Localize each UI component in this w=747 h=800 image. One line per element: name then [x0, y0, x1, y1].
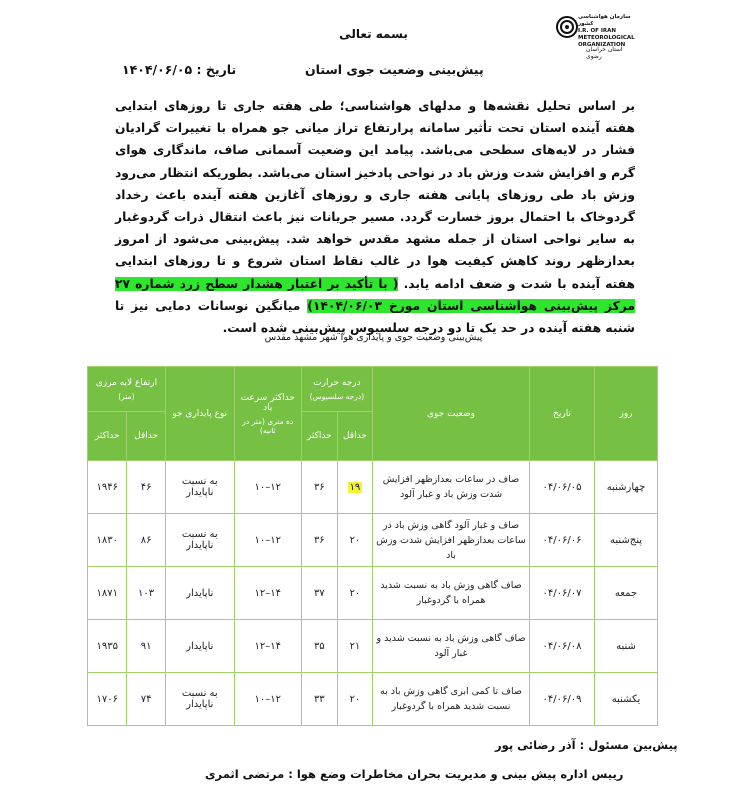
cell-day: پنج‌شنبه	[595, 514, 658, 567]
cell-temp-min	[337, 461, 372, 514]
header-day: روز	[595, 367, 658, 461]
date-value: ۱۴۰۴/۰۶/۰۵	[122, 62, 193, 77]
cell-wind: ۱۲–۱۰	[234, 461, 301, 514]
cell-date: ۰۴/۰۶/۰۵	[530, 461, 595, 514]
forecaster-signature: پیش‌بین مسئول : آذر رضائی پور	[495, 738, 678, 752]
table-row	[88, 461, 658, 514]
table-row	[88, 514, 658, 567]
cell-date: ۰۴/۰۶/۰۶	[530, 514, 595, 567]
table-row	[88, 673, 658, 726]
cell-boundary-min: ۸۶	[127, 514, 165, 567]
cell-condition: صاف و غبار آلود گاهی وزش باد در ساعات بعدازظهر افزایش شدت وزش باد	[373, 514, 530, 567]
cell-boundary-max: ۱۸۳۰	[88, 514, 127, 567]
document-title: پیش‌بینی وضعیت جوی استان	[305, 62, 484, 77]
logo-subtitle: استان خراسان رضوی	[586, 46, 623, 60]
cell-boundary-min: ۴۶	[127, 461, 165, 514]
header-condition: وضعیت جوی	[373, 367, 530, 461]
cell-wind: ۱۴–۱۲	[234, 620, 301, 673]
cell-temp-min: ۲۱	[337, 620, 372, 673]
paragraph-part-2: میانگین نوسانات دمایی نیز تا شنبه هفته آینده در حد یک تا دو درجه سلسیوس پیش‌بینی شده است.	[115, 298, 635, 336]
cell-temp-min: ۲۰	[337, 673, 372, 726]
cell-temp-max: ۳۶	[301, 514, 337, 567]
header-boundary-max: حداکثر	[88, 412, 127, 461]
cell-wind: ۱۲–۱۰	[234, 673, 301, 726]
header-stability: نوع پایداری جو	[165, 367, 234, 461]
cell-wind: ۱۴–۱۲	[234, 567, 301, 620]
cell-day: جمعه	[595, 567, 658, 620]
basmala-heading: بسمه تعالی	[339, 27, 408, 41]
cell-day: یکشنبه	[595, 673, 658, 726]
paragraph-part-1: بر اساس تحلیل نقشه‌ها و مدلهای هواشناسی؛ طی هفته جاری تا روزهای ابتدایی هفته آینده استان تحت تأثیر سامانه پرارتفاع تراز میانی جو همراه با تغییرات گرادیان فشار در لایه‌های سطحی می‌باشد. پیامد این وضعیت آسمانی صاف، ماندگاری هوای گرم و افزایش شدت وزش باد در نواحی پادخیز استان می‌باشد. بطوریکه انتظار می‌رود وزش باد طی روزهای پایانی هفته جاری و روزهای آغازین هفته آینده باعث رخداد گردوخاک با احتمال بروز خسارت گردد. مسیر جریانات نیز باعث انتقال ذرات گردوغبار به سایر نواحی استان از جمله مشهد مقدس خواهد شد. پیش‌بینی می‌شود از امروز بعدازظهر روند کاهش کیفیت هوا در غالب نقاط استان شروع و تا روزهای ابتدایی هفته آینده با شدت و ضعف ادامه یابد.	[115, 99, 636, 291]
document-date	[122, 62, 236, 77]
header-temperature: درجه حرارت (درجه سلسیوس)	[301, 367, 372, 412]
table-row	[88, 620, 658, 673]
cell-date: ۰۴/۰۶/۰۸	[530, 620, 595, 673]
header-boundary-min: حداقل	[127, 412, 165, 461]
cell-temp-max: ۳۶	[301, 461, 337, 514]
cell-stability: ناپایدار	[165, 620, 234, 673]
department-head-signature: رییس اداره پیش بینی و مدیریت بحران مخاطرات وضع هوا : مرتضی اثمری	[205, 767, 624, 781]
cell-temp-max: ۳۳	[301, 673, 337, 726]
cell-boundary-max: ۱۷۰۶	[88, 673, 127, 726]
cell-condition: صاف در ساعات بعدازظهر افزایش شدت وزش باد و غبار آلود	[373, 461, 530, 514]
cell-condition: صاف گاهی وزش باد به نسبت شدید همراه با گردوغبار	[373, 567, 530, 620]
cell-boundary-max: ۱۹۳۵	[88, 620, 127, 673]
cell-temp-min: ۲۰	[337, 514, 372, 567]
header-temp-min: حداقل	[337, 412, 372, 461]
cell-stability: به نسبت ناپایدار	[165, 673, 234, 726]
cell-temp-min: ۲۰	[337, 567, 372, 620]
header-date: تاریخ	[530, 367, 595, 461]
header-wind: حداکثر سرعت باد ده متری (متر در ثانیه)	[234, 367, 301, 461]
table-row	[88, 567, 658, 620]
cell-condition: صاف تا کمی ابری گاهی وزش باد به نسبت شدید همراه با گردوغبار	[373, 673, 530, 726]
cell-wind: ۱۲–۱۰	[234, 514, 301, 567]
header-boundary-layer: ارتفاع لایه مرزی (متر)	[88, 367, 166, 412]
logo-text: سازمان هواشناسی کشور I.R. OF IRAN METEOROLOGICAL ORGANIZATION	[578, 14, 635, 48]
cell-temp-max: ۳۷	[301, 567, 337, 620]
highlighted-value: ۱۹	[349, 481, 361, 493]
cell-condition: صاف گاهی وزش باد به نسبت شدید و غبار آلود	[373, 620, 530, 673]
cell-stability: به نسبت ناپایدار	[165, 461, 234, 514]
forecast-table	[87, 366, 658, 726]
date-label: تاریخ :	[196, 62, 237, 77]
cell-date: ۰۴/۰۶/۰۷	[530, 567, 595, 620]
cell-stability: ناپایدار	[165, 567, 234, 620]
forecast-paragraph	[115, 95, 635, 339]
cell-date: ۰۴/۰۶/۰۹	[530, 673, 595, 726]
table-caption: پیش‌بینی وضعیت جوی و پایداری هوا شهر مشهد مقدس	[264, 332, 483, 343]
cell-temp-max: ۳۵	[301, 620, 337, 673]
cell-day: چهارشنبه	[595, 461, 658, 514]
cell-boundary-min: ۹۱	[127, 620, 165, 673]
warning-highlight: ( با تأکید بر اعتبار هشدار سطح زرد شماره ۲۷ مرکز پیش‌بینی هواشناسی استان مورخ ۱۴۰۴/۰۶/۰۳)	[115, 276, 635, 313]
cell-stability: به نسبت ناپایدار	[165, 514, 234, 567]
header-temp-max: حداکثر	[301, 412, 337, 461]
title-row	[0, 62, 747, 82]
cell-boundary-min: ۷۴	[127, 673, 165, 726]
cell-boundary-max: ۱۸۷۱	[88, 567, 127, 620]
cell-boundary-min: ۱۰۳	[127, 567, 165, 620]
cell-day: شنبه	[595, 620, 658, 673]
cell-boundary-max: ۱۹۴۶	[88, 461, 127, 514]
